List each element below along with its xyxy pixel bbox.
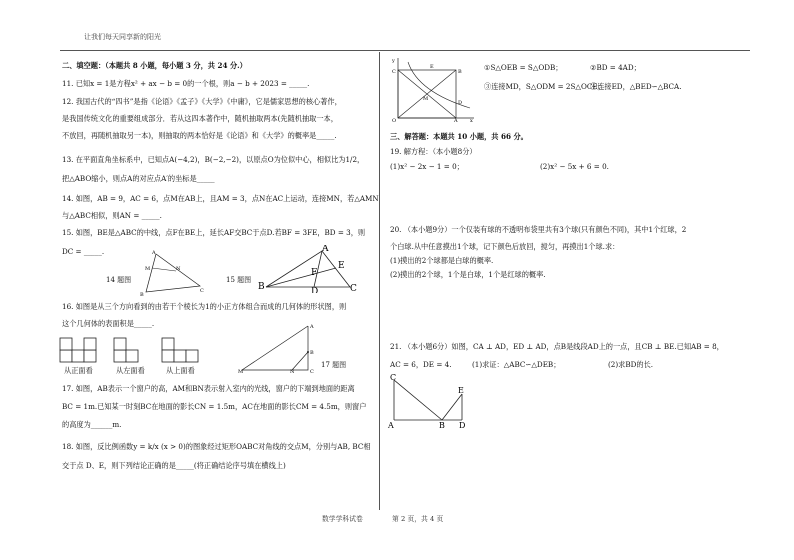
- figure-15-label: 15 题图: [226, 276, 252, 284]
- svg-text:C: C: [350, 284, 357, 293]
- svg-text:B: B: [439, 421, 445, 430]
- question-12-line3: 不放回，再随机抽取另一本)，则抽取的两本恰好是《论语》和《大学》的概率是_____.: [62, 131, 337, 140]
- conclusion-3: ③连接MD，S△ODM = 2S△OCE；: [484, 82, 605, 91]
- question-14-line1: 14. 如图，AB = 9，AC = 6，点M在AB上，且AM = 3，点N在AC上运动，连接MN，若△AMN: [62, 194, 379, 203]
- conclusion-2: ②BD = 4AD；: [590, 63, 641, 72]
- question-20-line4: (2)摸出的2个球，1个是白球，1个是红球的概率.: [390, 270, 546, 279]
- svg-text:B: B: [458, 69, 462, 75]
- question-20-line1: 20. （本小题9分）一个仅装有球的不透明布袋里共有3个球(只有颜色不同)，其中1个红球，2: [390, 225, 687, 234]
- question-21-given: AC = 6，DE = 4.: [390, 360, 452, 369]
- svg-text:F: F: [311, 268, 318, 278]
- question-12-line2: 是我国传统文化的重要组成部分．若从这四本著作中，随机抽取两本(先随机抽取一本，: [62, 114, 338, 123]
- header-rule: [60, 50, 750, 51]
- svg-text:A: A: [322, 245, 329, 254]
- question-18-line2: 交于点 D、E，则下列结论正确的是_____(将正确结论序号填在横线上): [62, 461, 286, 470]
- svg-text:A: A: [454, 118, 458, 122]
- conclusion-4: ④连接ED，△BED∽△BCA.: [590, 82, 682, 91]
- question-12-line1: 12. 我国古代的“四书”是指《论语》《孟子》《大学》《中庸》，它是儒家思想的核心著作，: [62, 97, 342, 106]
- svg-text:M: M: [423, 96, 429, 102]
- question-16-line1: 16. 如图是从三个方向看到的由若干个棱长为1的小正方体组合而成的几何体的形状图，则: [62, 302, 347, 311]
- svg-text:D: D: [459, 421, 466, 430]
- question-21-line1: 21. （本小题6分）如图，CA ⊥ AD，ED ⊥ AD，点B是线段AD上的一点，且CB ⊥ BE.已知AB = 8，: [390, 342, 724, 351]
- top-view-drawing: [160, 336, 212, 368]
- question-17-line2: BC = 1m.已知某一时刻BC在地面的影长CN = 1.5m，AC在地面的影长CM = 4.5m，则窗户: [62, 402, 367, 411]
- svg-text:E: E: [458, 386, 464, 395]
- svg-text:D: D: [311, 287, 319, 293]
- svg-text:A: A: [388, 421, 394, 430]
- svg-text:x: x: [470, 118, 473, 122]
- svg-text:E: E: [430, 64, 434, 70]
- question-21-part1: (1)求证：△ABC∽△DEB；: [472, 360, 561, 369]
- question-19-part1: (1)x² − 2x − 1 = 0；: [390, 162, 464, 171]
- footer-subject: 数学学科试卷: [322, 515, 363, 523]
- svg-text:C: C: [392, 69, 396, 75]
- question-20-line2: 个白球.从中任意摸出1个球，记下颜色后放回，搅匀，再摸出1个球.求：: [390, 242, 620, 251]
- svg-text:E: E: [338, 261, 345, 271]
- svg-text:B: B: [140, 292, 144, 298]
- footer-page-number: 第 2 页，共 4 页: [392, 515, 444, 523]
- question-15-line2: DC = _____.: [62, 247, 105, 256]
- page-header: 让我们每天同享新的阳光: [84, 33, 161, 41]
- question-19: 19. 解方程：（本小题8分）: [390, 147, 477, 156]
- figure-18-rectangle-hyperbola: [390, 56, 476, 122]
- figure-14-label: 14 题图: [106, 276, 132, 284]
- question-18-line1: 18. 如图，反比例函数y = k/x (x > 0)的图象经过矩形OABC对角线的交点M，分别与AB, BC相: [62, 442, 371, 451]
- column-divider: [379, 52, 380, 510]
- svg-text:M: M: [145, 266, 151, 272]
- question-15-line1: 15. 如图，BE是△ABC的中线，点F在BE上，延长AF交BC于点D.若BF = 3FE，BD = 3，则: [62, 228, 366, 237]
- question-20-line3: (1)摸出的2个球都是白球的概率.: [390, 256, 494, 265]
- front-view-drawing: [58, 336, 110, 368]
- figure-21-perpendiculars: [386, 372, 472, 430]
- svg-text:C: C: [390, 373, 397, 382]
- question-17-line3: 的高度为______m.: [62, 420, 122, 429]
- answer-section-title: 三、解答题：本题共 10 小题，共 66 分。: [390, 132, 528, 141]
- figure-14-triangle: [138, 250, 208, 298]
- svg-text:N: N: [290, 369, 295, 374]
- left-view-label: 从左面看: [116, 366, 145, 375]
- question-13-line1: 13. 在平面直角坐标系中，已知点A(−4,2)，B(−2,−2)，以原点O为位似中心，相似比为1/2，: [62, 155, 365, 164]
- svg-text:y: y: [392, 58, 395, 64]
- conclusion-1: ①S△OEB = S△ODB；: [484, 63, 563, 72]
- svg-text:M: M: [238, 369, 244, 374]
- fill-in-section-title: 二、填空题：（本题共 8 小题，每小题 3 分，共 24 分.）: [62, 61, 247, 70]
- figure-17-label: 17 题图: [321, 361, 347, 369]
- svg-text:B: B: [258, 282, 265, 292]
- left-view-drawing: [112, 336, 152, 368]
- question-17-line1: 17. 如图，AB表示一个窗户的高，AM和BN表示射入室内的光线，窗户的下端到地面的距离: [62, 384, 355, 393]
- figure-17-window-light: [236, 322, 314, 374]
- svg-text:D: D: [458, 100, 463, 106]
- svg-text:N: N: [176, 266, 181, 272]
- question-14-line2: 与△ABC相似，则AN = _____.: [62, 211, 162, 220]
- svg-text:C: C: [310, 369, 314, 374]
- svg-text:C: C: [200, 288, 204, 294]
- question-16-line2: 这个几何体的表面积是_____.: [62, 319, 155, 328]
- question-21-part2: (2)求BD的长.: [608, 360, 654, 369]
- svg-text:A: A: [310, 324, 314, 330]
- svg-text:B: B: [310, 350, 314, 356]
- front-view-label: 从正面看: [64, 366, 93, 375]
- svg-text:A: A: [152, 250, 156, 256]
- figure-15-triangle: [258, 245, 360, 293]
- svg-text:O: O: [392, 118, 397, 122]
- question-19-part2: (2)x² − 5x + 6 = 0.: [540, 162, 609, 171]
- question-11: 11. 已知x = 1是方程x² + ax − b = 0的一个根，则a − b + 2023 = _____.: [62, 79, 310, 88]
- top-view-label: 从上面看: [166, 366, 195, 375]
- question-13-line2: 把△ABO缩小，则点A的对应点A′的坐标是_____: [62, 174, 215, 183]
